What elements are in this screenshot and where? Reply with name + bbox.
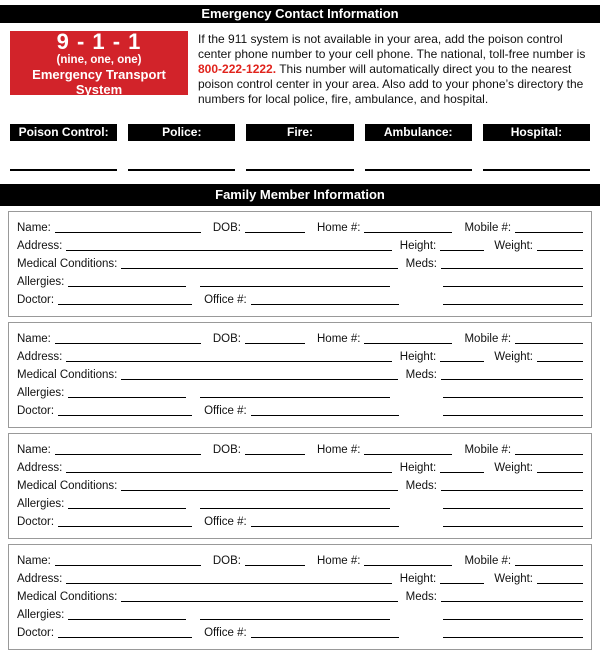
home-phone-input-line[interactable]	[364, 565, 452, 566]
member-row-name	[17, 551, 583, 569]
mobile-phone-label: Mobile #:	[464, 333, 512, 345]
911-number: 9 - 1 - 1	[56, 28, 142, 54]
home-phone-label: Home #:	[317, 444, 361, 456]
mobile-phone-label: Mobile #:	[464, 222, 512, 234]
dob-input-line[interactable]	[245, 454, 305, 455]
allergies-extra-input-line[interactable]	[200, 397, 390, 398]
home-phone-label: Home #:	[317, 555, 361, 567]
911-subtitle: Emergency Transport System	[32, 66, 166, 97]
family-header-title: Family Member Information	[215, 187, 385, 202]
member-row-doctor	[17, 623, 583, 641]
home-phone-input-line[interactable]	[364, 232, 452, 233]
member-row-doctor	[17, 512, 583, 530]
dob-label: DOB:	[212, 333, 241, 345]
emergency-header-title: Emergency Contact Information	[201, 6, 399, 21]
family-member-section	[8, 544, 592, 650]
family-members-list	[0, 211, 600, 650]
family-header-bar	[0, 184, 600, 206]
mobile-phone-input-line[interactable]	[515, 232, 583, 233]
emergency-911-box	[10, 28, 188, 97]
height-input-line[interactable]	[440, 583, 484, 584]
meds-input-line[interactable]	[441, 268, 583, 269]
dob-label: DOB:	[212, 444, 241, 456]
doctor-input-line[interactable]	[58, 526, 192, 527]
family-member-section	[8, 322, 592, 428]
member-row-name	[17, 218, 583, 236]
meds-extra-input-line-1[interactable]	[443, 508, 583, 509]
doctor-label: Doctor:	[17, 405, 55, 417]
contact-label-police: Police:	[128, 124, 235, 141]
medical-conditions-input-line[interactable]	[121, 379, 397, 380]
poison-control-phone-number: 800-222-1222.	[198, 62, 277, 76]
mobile-phone-input-line[interactable]	[515, 343, 583, 344]
allergies-extra-input-line[interactable]	[200, 508, 390, 509]
office-phone-label: Office #:	[204, 294, 247, 306]
height-input-line[interactable]	[440, 250, 484, 251]
dob-input-line[interactable]	[245, 565, 305, 566]
address-input-line[interactable]	[66, 250, 391, 251]
member-row-address	[17, 569, 583, 587]
meds-input-line[interactable]	[441, 601, 583, 602]
name-label: Name:	[17, 444, 51, 456]
member-row-doctor	[17, 290, 583, 308]
meds-extra-input-line-2[interactable]	[443, 637, 583, 638]
doctor-label: Doctor:	[17, 516, 55, 528]
weight-input-line[interactable]	[537, 472, 583, 473]
office-phone-input-line[interactable]	[251, 637, 399, 638]
contact-label-ambulance: Ambulance:	[365, 124, 472, 141]
dob-label: DOB:	[212, 555, 241, 567]
emergency-contacts-label-row	[10, 124, 590, 141]
address-input-line[interactable]	[66, 361, 391, 362]
home-phone-label: Home #:	[317, 222, 361, 234]
meds-extra-input-line-1[interactable]	[443, 286, 583, 287]
meds-label: Meds:	[405, 258, 437, 270]
mobile-phone-input-line[interactable]	[515, 565, 583, 566]
member-row-medical	[17, 587, 583, 605]
home-phone-input-line[interactable]	[364, 343, 452, 344]
height-input-line[interactable]	[440, 361, 484, 362]
allergies-label: Allergies:	[17, 387, 65, 399]
name-input-line[interactable]	[55, 454, 201, 455]
meds-label: Meds:	[405, 369, 437, 381]
address-input-line[interactable]	[66, 472, 391, 473]
member-row-name	[17, 329, 583, 347]
address-label: Address:	[17, 573, 63, 585]
weight-label: Weight:	[494, 462, 533, 474]
family-member-section	[8, 433, 592, 539]
height-input-line[interactable]	[440, 472, 484, 473]
allergies-input-line[interactable]	[68, 397, 186, 398]
emergency-header-bar	[0, 5, 600, 23]
doctor-label: Doctor:	[17, 294, 55, 306]
medical-conditions-label: Medical Conditions:	[17, 591, 118, 603]
weight-label: Weight:	[494, 351, 533, 363]
instructions-before: If the 911 system is not available in your area, add the poison control center phone number to your cell phone. The national, toll-free number is	[198, 32, 586, 61]
address-label: Address:	[17, 240, 63, 252]
member-row-address	[17, 458, 583, 476]
home-phone-input-line[interactable]	[364, 454, 452, 455]
weight-input-line[interactable]	[537, 250, 583, 251]
member-row-medical	[17, 254, 583, 272]
medical-conditions-label: Medical Conditions:	[17, 369, 118, 381]
member-row-name	[17, 440, 583, 458]
meds-extra-input-line-2[interactable]	[443, 415, 583, 416]
member-row-allergies	[17, 272, 583, 290]
name-input-line[interactable]	[55, 565, 201, 566]
doctor-label: Doctor:	[17, 627, 55, 639]
allergies-input-line[interactable]	[68, 508, 186, 509]
member-row-allergies	[17, 494, 583, 512]
name-label: Name:	[17, 222, 51, 234]
office-phone-input-line[interactable]	[251, 304, 399, 305]
contact-number-line-ambulance[interactable]	[365, 169, 472, 171]
member-row-medical	[17, 365, 583, 383]
member-row-address	[17, 236, 583, 254]
name-label: Name:	[17, 333, 51, 345]
member-row-allergies	[17, 383, 583, 401]
allergies-input-line[interactable]	[68, 619, 186, 620]
allergies-input-line[interactable]	[68, 286, 186, 287]
allergies-extra-input-line[interactable]	[200, 619, 390, 620]
height-label: Height:	[399, 573, 437, 585]
office-phone-label: Office #:	[204, 516, 247, 528]
contact-label-fire: Fire:	[246, 124, 353, 141]
height-label: Height:	[399, 240, 437, 252]
contact-number-line-poison-control[interactable]	[10, 169, 117, 171]
mobile-phone-label: Mobile #:	[464, 444, 512, 456]
contact-number-line-fire[interactable]	[246, 169, 353, 171]
home-phone-label: Home #:	[317, 333, 361, 345]
meds-extra-input-line-2[interactable]	[443, 526, 583, 527]
height-label: Height:	[399, 462, 437, 474]
911-words: (nine, one, one)	[56, 53, 142, 66]
office-phone-label: Office #:	[204, 627, 247, 639]
office-phone-input-line[interactable]	[251, 415, 399, 416]
allergies-label: Allergies:	[17, 609, 65, 621]
meds-extra-input-line-1[interactable]	[443, 397, 583, 398]
name-input-line[interactable]	[55, 232, 201, 233]
contact-number-line-police[interactable]	[128, 169, 235, 171]
office-phone-label: Office #:	[204, 405, 247, 417]
mobile-phone-label: Mobile #:	[464, 555, 512, 567]
doctor-input-line[interactable]	[58, 637, 192, 638]
dob-label: DOB:	[212, 222, 241, 234]
name-label: Name:	[17, 555, 51, 567]
address-label: Address:	[17, 462, 63, 474]
dob-input-line[interactable]	[245, 343, 305, 344]
member-row-medical	[17, 476, 583, 494]
medical-conditions-input-line[interactable]	[121, 268, 397, 269]
member-row-allergies	[17, 605, 583, 623]
instructions-after: This number will automatically direct you to the nearest poison control center in your area. Also add to your phone’s directory the numbers for local police, fire, ambulance, and hospital.	[198, 62, 584, 106]
medical-conditions-input-line[interactable]	[121, 601, 397, 602]
name-input-line[interactable]	[55, 343, 201, 344]
weight-input-line[interactable]	[537, 361, 583, 362]
doctor-input-line[interactable]	[58, 415, 192, 416]
emergency-contacts-line-row	[10, 169, 590, 171]
allergies-extra-input-line[interactable]	[200, 286, 390, 287]
contact-number-line-hospital[interactable]	[483, 169, 590, 171]
meds-input-line[interactable]	[441, 379, 583, 380]
allergies-label: Allergies:	[17, 498, 65, 510]
meds-extra-input-line-2[interactable]	[443, 304, 583, 305]
mobile-phone-input-line[interactable]	[515, 454, 583, 455]
contact-label-hospital: Hospital:	[483, 124, 590, 141]
height-label: Height:	[399, 351, 437, 363]
family-member-section	[8, 211, 592, 317]
member-row-address	[17, 347, 583, 365]
member-row-doctor	[17, 401, 583, 419]
meds-label: Meds:	[405, 480, 437, 492]
weight-label: Weight:	[494, 240, 533, 252]
instructions-text	[198, 31, 590, 107]
doctor-input-line[interactable]	[58, 304, 192, 305]
medical-conditions-input-line[interactable]	[121, 490, 397, 491]
medical-conditions-label: Medical Conditions:	[17, 258, 118, 270]
weight-input-line[interactable]	[537, 583, 583, 584]
medical-conditions-label: Medical Conditions:	[17, 480, 118, 492]
address-label: Address:	[17, 351, 63, 363]
meds-label: Meds:	[405, 591, 437, 603]
dob-input-line[interactable]	[245, 232, 305, 233]
address-input-line[interactable]	[66, 583, 391, 584]
allergies-label: Allergies:	[17, 276, 65, 288]
office-phone-input-line[interactable]	[251, 526, 399, 527]
weight-label: Weight:	[494, 573, 533, 585]
contact-label-poison-control: Poison Control:	[10, 124, 117, 141]
intro-section	[10, 28, 590, 107]
meds-input-line[interactable]	[441, 490, 583, 491]
meds-extra-input-line-1[interactable]	[443, 619, 583, 620]
